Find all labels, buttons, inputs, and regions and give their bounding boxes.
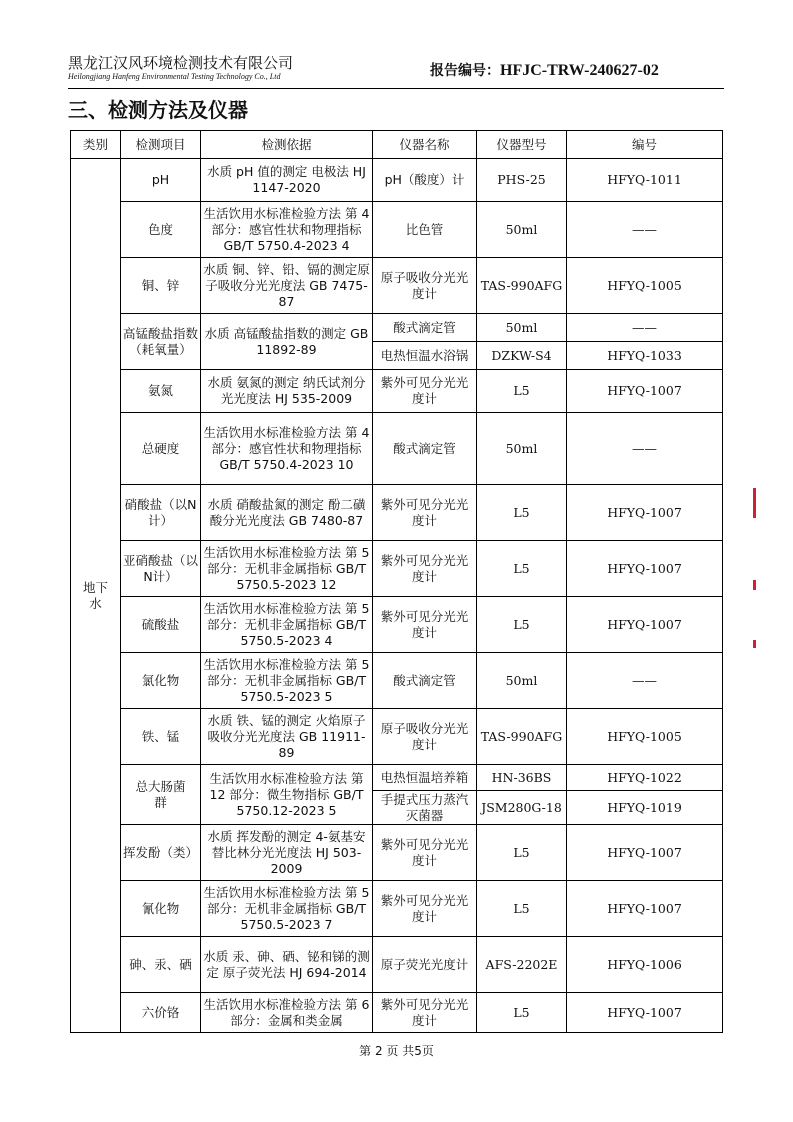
- model-cell: PHS-25: [477, 159, 567, 202]
- instrument-cell: 电热恒温水浴锅: [373, 342, 477, 370]
- col-header: 仪器名称: [373, 131, 477, 159]
- code-cell: HFYQ-1022: [567, 765, 723, 791]
- item-cell: 总硬度: [121, 413, 201, 485]
- model-cell: TAS-990AFG: [477, 709, 567, 765]
- code-cell: HFYQ-1033: [567, 342, 723, 370]
- page-footer: 第 2 页 共5页: [359, 1044, 434, 1058]
- instrument-cell: 电热恒温培养箱: [373, 765, 477, 791]
- table-row: [71, 765, 723, 791]
- item-cell: pH: [121, 159, 201, 202]
- code-cell: HFYQ-1005: [567, 709, 723, 765]
- item-cell: 六价铬: [121, 993, 201, 1033]
- instrument-cell: 原子吸收分光光度计: [373, 258, 477, 314]
- table-row: [71, 370, 723, 413]
- item-cell: 氰化物: [121, 881, 201, 937]
- category-cell: 地下水: [71, 159, 121, 1033]
- basis-cell: 水质 pH 值的测定 电极法 HJ 1147-2020: [201, 159, 373, 202]
- model-cell: L5: [477, 485, 567, 541]
- model-cell: DZKW-S4: [477, 342, 567, 370]
- seal-edge-mark: [753, 580, 756, 590]
- company-name-cn: 黑龙江汉风环境检测技术有限公司: [68, 54, 294, 72]
- code-cell: HFYQ-1007: [567, 485, 723, 541]
- instrument-cell: pH（酸度）计: [373, 159, 477, 202]
- table-row: [71, 825, 723, 881]
- basis-cell: 水质 高锰酸盐指数的测定 GB 11892-89: [201, 314, 373, 370]
- basis-cell: 生活饮用水标准检验方法 第 5 部分：无机非金属指标 GB/T 5750.5-2023 7: [201, 881, 373, 937]
- item-cell: 硫酸盐: [121, 597, 201, 653]
- item-cell: 氯化物: [121, 653, 201, 709]
- table-row: [71, 413, 723, 485]
- table-row: [71, 709, 723, 765]
- code-cell: HFYQ-1007: [567, 370, 723, 413]
- table-header-row: [71, 131, 723, 159]
- model-cell: L5: [477, 825, 567, 881]
- model-cell: JSM280G-18: [477, 791, 567, 825]
- col-header: 检测项目: [121, 131, 201, 159]
- item-cell: 挥发酚（类）: [121, 825, 201, 881]
- basis-cell: 水质 挥发酚的测定 4-氨基安替比林分光光度法 HJ 503-2009: [201, 825, 373, 881]
- item-cell: 总大肠菌群: [121, 765, 201, 825]
- instrument-cell: 原子荧光光度计: [373, 937, 477, 993]
- code-cell: HFYQ-1007: [567, 597, 723, 653]
- methods-instruments-table: [70, 130, 723, 1033]
- instrument-cell: 紫外可见分光光度计: [373, 993, 477, 1033]
- basis-cell: 水质 铜、锌、铅、镉的测定原子吸收分光光度法 GB 7475-87: [201, 258, 373, 314]
- instrument-cell: 酸式滴定管: [373, 653, 477, 709]
- seal-edge-mark: [753, 488, 756, 518]
- model-cell: 50ml: [477, 202, 567, 258]
- table-row: [71, 314, 723, 342]
- report-number: [430, 60, 659, 80]
- model-cell: L5: [477, 541, 567, 597]
- code-cell: HFYQ-1007: [567, 825, 723, 881]
- basis-cell: 水质 汞、砷、硒、铋和锑的测定 原子荧光法 HJ 694-2014: [201, 937, 373, 993]
- company-name-en: Heilongjiang Hanfeng Environmental Testing Technology Co., Ltd: [68, 72, 281, 81]
- col-header: 类别: [71, 131, 121, 159]
- model-cell: AFS-2202E: [477, 937, 567, 993]
- model-cell: 50ml: [477, 653, 567, 709]
- instrument-cell: 酸式滴定管: [373, 314, 477, 342]
- code-cell: ——: [567, 202, 723, 258]
- model-cell: L5: [477, 370, 567, 413]
- item-cell: 亚硝酸盐（以N计）: [121, 541, 201, 597]
- code-cell: HFYQ-1019: [567, 791, 723, 825]
- instrument-cell: 手提式压力蒸汽灭菌器: [373, 791, 477, 825]
- col-header: 编号: [567, 131, 723, 159]
- item-cell: 硝酸盐（以N计）: [121, 485, 201, 541]
- instrument-cell: 紫外可见分光光度计: [373, 370, 477, 413]
- section-title: 三、检测方法及仪器: [68, 98, 248, 122]
- model-cell: L5: [477, 881, 567, 937]
- basis-cell: 生活饮用水标准检验方法 第 5 部分：无机非金属指标 GB/T 5750.5-2023 5: [201, 653, 373, 709]
- item-cell: 砷、汞、硒: [121, 937, 201, 993]
- basis-cell: 水质 硝酸盐氮的测定 酚二磺酸分光光度法 GB 7480-87: [201, 485, 373, 541]
- instrument-cell: 紫外可见分光光度计: [373, 541, 477, 597]
- basis-cell: 生活饮用水标准检验方法 第 6 部分：金属和类金属: [201, 993, 373, 1033]
- code-cell: ——: [567, 413, 723, 485]
- code-cell: HFYQ-1007: [567, 881, 723, 937]
- instrument-cell: 紫外可见分光光度计: [373, 597, 477, 653]
- table-row: [71, 541, 723, 597]
- code-cell: HFYQ-1005: [567, 258, 723, 314]
- item-cell: 铁、锰: [121, 709, 201, 765]
- model-cell: L5: [477, 597, 567, 653]
- code-cell: ——: [567, 653, 723, 709]
- instrument-cell: 紫外可见分光光度计: [373, 825, 477, 881]
- code-cell: HFYQ-1011: [567, 159, 723, 202]
- report-number-label: 报告编号：: [430, 63, 500, 79]
- table-row: [71, 597, 723, 653]
- item-cell: 氨氮: [121, 370, 201, 413]
- table-row: [71, 653, 723, 709]
- table-row: [71, 937, 723, 993]
- instrument-cell: 比色管: [373, 202, 477, 258]
- table-row: [71, 485, 723, 541]
- instrument-cell: 酸式滴定管: [373, 413, 477, 485]
- table-row: [71, 993, 723, 1033]
- report-number-value: HFJC-TRW-240627-02: [500, 62, 659, 79]
- model-cell: L5: [477, 993, 567, 1033]
- model-cell: TAS-990AFG: [477, 258, 567, 314]
- model-cell: 50ml: [477, 314, 567, 342]
- table-row: [71, 202, 723, 258]
- basis-cell: 水质 铁、锰的测定 火焰原子吸收分光光度法 GB 11911-89: [201, 709, 373, 765]
- instrument-cell: 紫外可见分光光度计: [373, 881, 477, 937]
- model-cell: HN-36BS: [477, 765, 567, 791]
- model-cell: 50ml: [477, 413, 567, 485]
- code-cell: HFYQ-1007: [567, 541, 723, 597]
- item-cell: 色度: [121, 202, 201, 258]
- basis-cell: 生活饮用水标准检验方法 第 5 部分：无机非金属指标 GB/T 5750.5-2023 12: [201, 541, 373, 597]
- table-row: [71, 258, 723, 314]
- table-row: [71, 159, 723, 202]
- basis-cell: 生活饮用水标准检验方法 第 5 部分：无机非金属指标 GB/T 5750.5-2023 4: [201, 597, 373, 653]
- code-cell: ——: [567, 314, 723, 342]
- basis-cell: 水质 氨氮的测定 纳氏试剂分光光度法 HJ 535-2009: [201, 370, 373, 413]
- instrument-cell: 原子吸收分光光度计: [373, 709, 477, 765]
- item-cell: 高锰酸盐指数（耗氧量）: [121, 314, 201, 370]
- code-cell: HFYQ-1006: [567, 937, 723, 993]
- table-row: [71, 881, 723, 937]
- seal-edge-mark: [753, 640, 756, 648]
- basis-cell: 生活饮用水标准检验方法 第 4 部分：感官性状和物理指标 GB/T 5750.4-2023 10: [201, 413, 373, 485]
- col-header: 检测依据: [201, 131, 373, 159]
- header-divider: [68, 88, 724, 89]
- item-cell: 铜、锌: [121, 258, 201, 314]
- basis-cell: 生活饮用水标准检验方法 第 12 部分：微生物指标 GB/T 5750.12-2023 5: [201, 765, 373, 825]
- code-cell: HFYQ-1007: [567, 993, 723, 1033]
- basis-cell: 生活饮用水标准检验方法 第 4 部分：感官性状和物理指标 GB/T 5750.4-2023 4: [201, 202, 373, 258]
- col-header: 仪器型号: [477, 131, 567, 159]
- instrument-cell: 紫外可见分光光度计: [373, 485, 477, 541]
